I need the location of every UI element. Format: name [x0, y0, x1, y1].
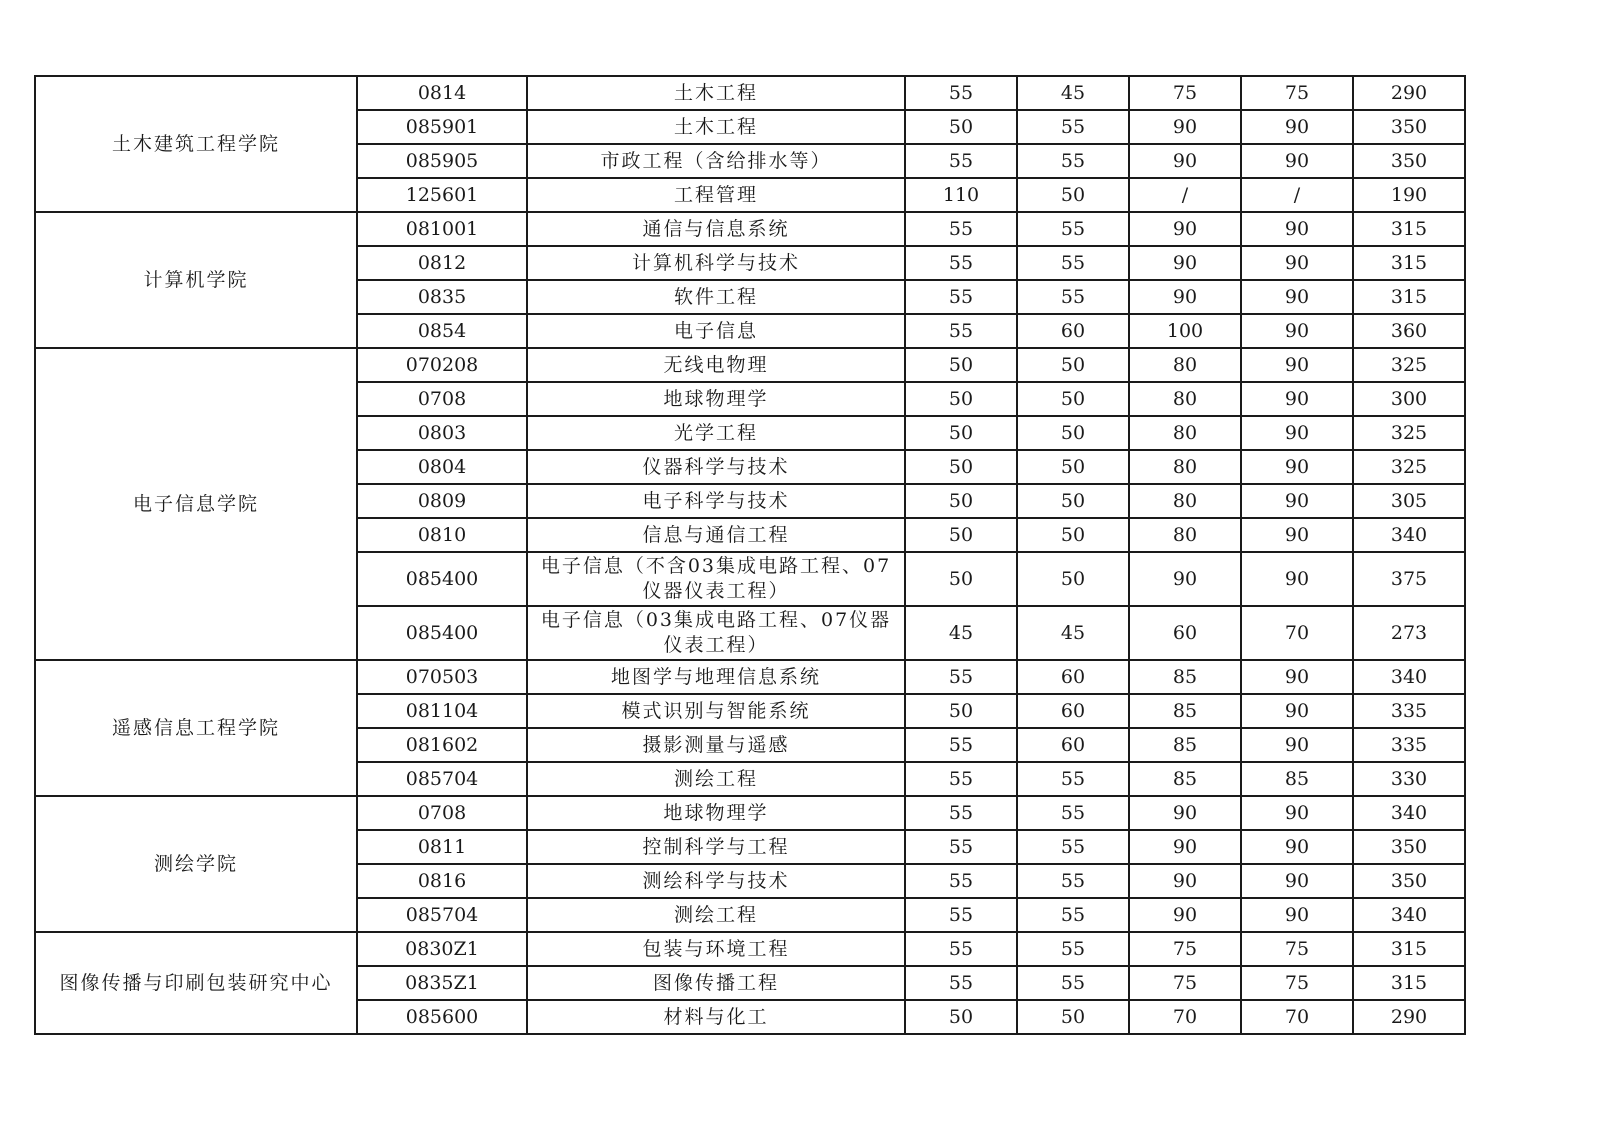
- score-foreign-language-cell: 50: [1017, 178, 1129, 212]
- major-code-cell: 0810: [357, 518, 527, 552]
- score-politics-cell: 55: [905, 76, 1017, 110]
- score-subject-two-cell: 90: [1241, 348, 1353, 382]
- score-subject-two-cell: 90: [1241, 898, 1353, 932]
- major-name-cell: 模式识别与智能系统: [527, 694, 905, 728]
- major-code-cell: 085704: [357, 762, 527, 796]
- score-subject-two-cell: 90: [1241, 728, 1353, 762]
- score-subject-one-cell: 85: [1129, 694, 1241, 728]
- score-subject-one-cell: 80: [1129, 518, 1241, 552]
- score-subject-two-cell: 75: [1241, 966, 1353, 1000]
- major-name-cell: 电子科学与技术: [527, 484, 905, 518]
- score-politics-cell: 55: [905, 864, 1017, 898]
- score-total-cell: 300: [1353, 382, 1465, 416]
- score-subject-two-cell: 90: [1241, 382, 1353, 416]
- major-code-cell: 081602: [357, 728, 527, 762]
- school-name-cell: 计算机学院: [35, 212, 357, 348]
- major-name-cell: 市政工程（含给排水等）: [527, 144, 905, 178]
- score-subject-two-cell: 90: [1241, 110, 1353, 144]
- major-code-cell: 125601: [357, 178, 527, 212]
- table-row: [35, 348, 1465, 382]
- school-name-cell: 图像传播与印刷包装研究中心: [35, 932, 357, 1034]
- score-foreign-language-cell: 50: [1017, 348, 1129, 382]
- score-politics-cell: 55: [905, 932, 1017, 966]
- score-foreign-language-cell: 60: [1017, 660, 1129, 694]
- score-total-cell: 315: [1353, 932, 1465, 966]
- score-subject-one-cell: 75: [1129, 966, 1241, 1000]
- score-subject-two-cell: 90: [1241, 552, 1353, 606]
- score-subject-one-cell: 75: [1129, 932, 1241, 966]
- score-politics-cell: 55: [905, 246, 1017, 280]
- score-total-cell: 325: [1353, 348, 1465, 382]
- table-row: [35, 932, 1465, 966]
- score-subject-one-cell: /: [1129, 178, 1241, 212]
- score-total-cell: 335: [1353, 728, 1465, 762]
- score-total-cell: 325: [1353, 416, 1465, 450]
- score-subject-two-cell: 90: [1241, 314, 1353, 348]
- score-total-cell: 315: [1353, 280, 1465, 314]
- score-subject-one-cell: 85: [1129, 660, 1241, 694]
- major-name-cell: 通信与信息系统: [527, 212, 905, 246]
- major-code-cell: 0803: [357, 416, 527, 450]
- score-foreign-language-cell: 45: [1017, 606, 1129, 660]
- score-foreign-language-cell: 55: [1017, 796, 1129, 830]
- score-foreign-language-cell: 55: [1017, 966, 1129, 1000]
- major-name-cell: 电子信息（不含03集成电路工程、07仪器仪表工程）: [527, 552, 905, 606]
- major-code-cell: 0708: [357, 796, 527, 830]
- major-code-cell: 0835: [357, 280, 527, 314]
- score-foreign-language-cell: 55: [1017, 830, 1129, 864]
- major-name-cell: 测绘工程: [527, 762, 905, 796]
- score-foreign-language-cell: 55: [1017, 898, 1129, 932]
- score-politics-cell: 55: [905, 762, 1017, 796]
- major-name-cell: 仪器科学与技术: [527, 450, 905, 484]
- major-code-cell: 0816: [357, 864, 527, 898]
- score-foreign-language-cell: 50: [1017, 484, 1129, 518]
- score-subject-two-cell: 90: [1241, 694, 1353, 728]
- score-subject-one-cell: 90: [1129, 830, 1241, 864]
- score-subject-one-cell: 90: [1129, 280, 1241, 314]
- score-subject-one-cell: 80: [1129, 382, 1241, 416]
- score-total-cell: 350: [1353, 144, 1465, 178]
- score-politics-cell: 55: [905, 796, 1017, 830]
- score-foreign-language-cell: 55: [1017, 762, 1129, 796]
- score-total-cell: 315: [1353, 246, 1465, 280]
- score-table-body: [35, 76, 1465, 1034]
- score-politics-cell: 50: [905, 552, 1017, 606]
- major-code-cell: 0812: [357, 246, 527, 280]
- score-subject-two-cell: 70: [1241, 606, 1353, 660]
- score-subject-one-cell: 90: [1129, 796, 1241, 830]
- score-subject-one-cell: 90: [1129, 144, 1241, 178]
- score-total-cell: 375: [1353, 552, 1465, 606]
- major-name-cell: 无线电物理: [527, 348, 905, 382]
- score-subject-two-cell: 90: [1241, 864, 1353, 898]
- score-subject-one-cell: 75: [1129, 76, 1241, 110]
- score-politics-cell: 55: [905, 280, 1017, 314]
- score-subject-one-cell: 100: [1129, 314, 1241, 348]
- score-foreign-language-cell: 50: [1017, 1000, 1129, 1034]
- major-name-cell: 光学工程: [527, 416, 905, 450]
- score-foreign-language-cell: 50: [1017, 518, 1129, 552]
- score-foreign-language-cell: 55: [1017, 246, 1129, 280]
- major-name-cell: 土木工程: [527, 76, 905, 110]
- score-subject-two-cell: 90: [1241, 280, 1353, 314]
- score-politics-cell: 55: [905, 314, 1017, 348]
- major-code-cell: 0809: [357, 484, 527, 518]
- major-code-cell: 081001: [357, 212, 527, 246]
- score-total-cell: 340: [1353, 660, 1465, 694]
- major-code-cell: 085600: [357, 1000, 527, 1034]
- score-subject-two-cell: 90: [1241, 416, 1353, 450]
- score-total-cell: 350: [1353, 864, 1465, 898]
- score-foreign-language-cell: 55: [1017, 864, 1129, 898]
- score-foreign-language-cell: 60: [1017, 314, 1129, 348]
- major-code-cell: 0830Z1: [357, 932, 527, 966]
- score-subject-two-cell: 90: [1241, 484, 1353, 518]
- score-subject-one-cell: 80: [1129, 348, 1241, 382]
- score-subject-one-cell: 85: [1129, 728, 1241, 762]
- score-politics-cell: 50: [905, 484, 1017, 518]
- score-total-cell: 315: [1353, 966, 1465, 1000]
- score-subject-two-cell: 75: [1241, 76, 1353, 110]
- score-foreign-language-cell: 55: [1017, 280, 1129, 314]
- score-subject-two-cell: 70: [1241, 1000, 1353, 1034]
- major-name-cell: 信息与通信工程: [527, 518, 905, 552]
- score-subject-one-cell: 85: [1129, 762, 1241, 796]
- score-foreign-language-cell: 50: [1017, 416, 1129, 450]
- score-subject-one-cell: 70: [1129, 1000, 1241, 1034]
- score-politics-cell: 50: [905, 110, 1017, 144]
- score-politics-cell: 55: [905, 966, 1017, 1000]
- score-foreign-language-cell: 50: [1017, 450, 1129, 484]
- major-name-cell: 计算机科学与技术: [527, 246, 905, 280]
- major-name-cell: 地球物理学: [527, 796, 905, 830]
- score-politics-cell: 55: [905, 728, 1017, 762]
- major-code-cell: 070503: [357, 660, 527, 694]
- major-name-cell: 包装与环境工程: [527, 932, 905, 966]
- score-foreign-language-cell: 55: [1017, 212, 1129, 246]
- school-name-cell: 遥感信息工程学院: [35, 660, 357, 796]
- score-total-cell: 325: [1353, 450, 1465, 484]
- major-code-cell: 085400: [357, 606, 527, 660]
- score-foreign-language-cell: 60: [1017, 728, 1129, 762]
- score-politics-cell: 50: [905, 1000, 1017, 1034]
- score-foreign-language-cell: 55: [1017, 110, 1129, 144]
- major-name-cell: 电子信息: [527, 314, 905, 348]
- table-row: [35, 660, 1465, 694]
- score-subject-two-cell: 90: [1241, 830, 1353, 864]
- score-foreign-language-cell: 55: [1017, 144, 1129, 178]
- score-subject-one-cell: 80: [1129, 416, 1241, 450]
- major-code-cell: 070208: [357, 348, 527, 382]
- score-politics-cell: 50: [905, 694, 1017, 728]
- major-code-cell: 0854: [357, 314, 527, 348]
- major-name-cell: 测绘科学与技术: [527, 864, 905, 898]
- major-code-cell: 085905: [357, 144, 527, 178]
- major-code-cell: 085400: [357, 552, 527, 606]
- major-name-cell: 摄影测量与遥感: [527, 728, 905, 762]
- score-table: [34, 75, 1466, 1035]
- major-code-cell: 0804: [357, 450, 527, 484]
- score-total-cell: 330: [1353, 762, 1465, 796]
- score-subject-one-cell: 90: [1129, 110, 1241, 144]
- score-total-cell: 350: [1353, 830, 1465, 864]
- score-subject-two-cell: 90: [1241, 144, 1353, 178]
- score-politics-cell: 55: [905, 898, 1017, 932]
- table-row: [35, 212, 1465, 246]
- score-subject-one-cell: 60: [1129, 606, 1241, 660]
- score-total-cell: 290: [1353, 1000, 1465, 1034]
- score-politics-cell: 55: [905, 144, 1017, 178]
- score-foreign-language-cell: 50: [1017, 552, 1129, 606]
- score-subject-one-cell: 90: [1129, 212, 1241, 246]
- school-name-cell: 测绘学院: [35, 796, 357, 932]
- score-subject-one-cell: 80: [1129, 450, 1241, 484]
- score-total-cell: 340: [1353, 898, 1465, 932]
- major-code-cell: 085901: [357, 110, 527, 144]
- score-subject-one-cell: 90: [1129, 552, 1241, 606]
- major-name-cell: 控制科学与工程: [527, 830, 905, 864]
- score-politics-cell: 45: [905, 606, 1017, 660]
- major-code-cell: 081104: [357, 694, 527, 728]
- score-politics-cell: 55: [905, 660, 1017, 694]
- major-name-cell: 测绘工程: [527, 898, 905, 932]
- score-total-cell: 190: [1353, 178, 1465, 212]
- score-subject-two-cell: 90: [1241, 660, 1353, 694]
- score-politics-cell: 55: [905, 830, 1017, 864]
- score-total-cell: 315: [1353, 212, 1465, 246]
- score-subject-two-cell: 75: [1241, 932, 1353, 966]
- score-total-cell: 305: [1353, 484, 1465, 518]
- score-total-cell: 340: [1353, 796, 1465, 830]
- school-name-cell: 土木建筑工程学院: [35, 76, 357, 212]
- major-code-cell: 0814: [357, 76, 527, 110]
- score-politics-cell: 50: [905, 416, 1017, 450]
- major-name-cell: 土木工程: [527, 110, 905, 144]
- score-total-cell: 335: [1353, 694, 1465, 728]
- score-foreign-language-cell: 55: [1017, 932, 1129, 966]
- major-name-cell: 地球物理学: [527, 382, 905, 416]
- score-foreign-language-cell: 50: [1017, 382, 1129, 416]
- score-total-cell: 340: [1353, 518, 1465, 552]
- score-subject-two-cell: 90: [1241, 212, 1353, 246]
- major-name-cell: 材料与化工: [527, 1000, 905, 1034]
- score-total-cell: 273: [1353, 606, 1465, 660]
- score-subject-one-cell: 90: [1129, 864, 1241, 898]
- major-name-cell: 图像传播工程: [527, 966, 905, 1000]
- score-subject-one-cell: 90: [1129, 898, 1241, 932]
- score-politics-cell: 110: [905, 178, 1017, 212]
- table-row: [35, 76, 1465, 110]
- score-subject-two-cell: /: [1241, 178, 1353, 212]
- major-code-cell: 085704: [357, 898, 527, 932]
- score-foreign-language-cell: 45: [1017, 76, 1129, 110]
- score-politics-cell: 55: [905, 212, 1017, 246]
- score-total-cell: 360: [1353, 314, 1465, 348]
- score-total-cell: 350: [1353, 110, 1465, 144]
- score-politics-cell: 50: [905, 450, 1017, 484]
- score-subject-two-cell: 85: [1241, 762, 1353, 796]
- score-subject-one-cell: 80: [1129, 484, 1241, 518]
- major-name-cell: 电子信息（03集成电路工程、07仪器仪表工程）: [527, 606, 905, 660]
- school-name-cell: 电子信息学院: [35, 348, 357, 660]
- major-name-cell: 工程管理: [527, 178, 905, 212]
- score-politics-cell: 50: [905, 518, 1017, 552]
- score-foreign-language-cell: 60: [1017, 694, 1129, 728]
- score-total-cell: 290: [1353, 76, 1465, 110]
- major-code-cell: 0708: [357, 382, 527, 416]
- score-subject-two-cell: 90: [1241, 246, 1353, 280]
- major-name-cell: 软件工程: [527, 280, 905, 314]
- score-subject-one-cell: 90: [1129, 246, 1241, 280]
- score-subject-two-cell: 90: [1241, 796, 1353, 830]
- major-code-cell: 0835Z1: [357, 966, 527, 1000]
- score-subject-two-cell: 90: [1241, 450, 1353, 484]
- major-name-cell: 地图学与地理信息系统: [527, 660, 905, 694]
- score-subject-two-cell: 90: [1241, 518, 1353, 552]
- score-politics-cell: 50: [905, 382, 1017, 416]
- table-row: [35, 796, 1465, 830]
- major-code-cell: 0811: [357, 830, 527, 864]
- score-politics-cell: 50: [905, 348, 1017, 382]
